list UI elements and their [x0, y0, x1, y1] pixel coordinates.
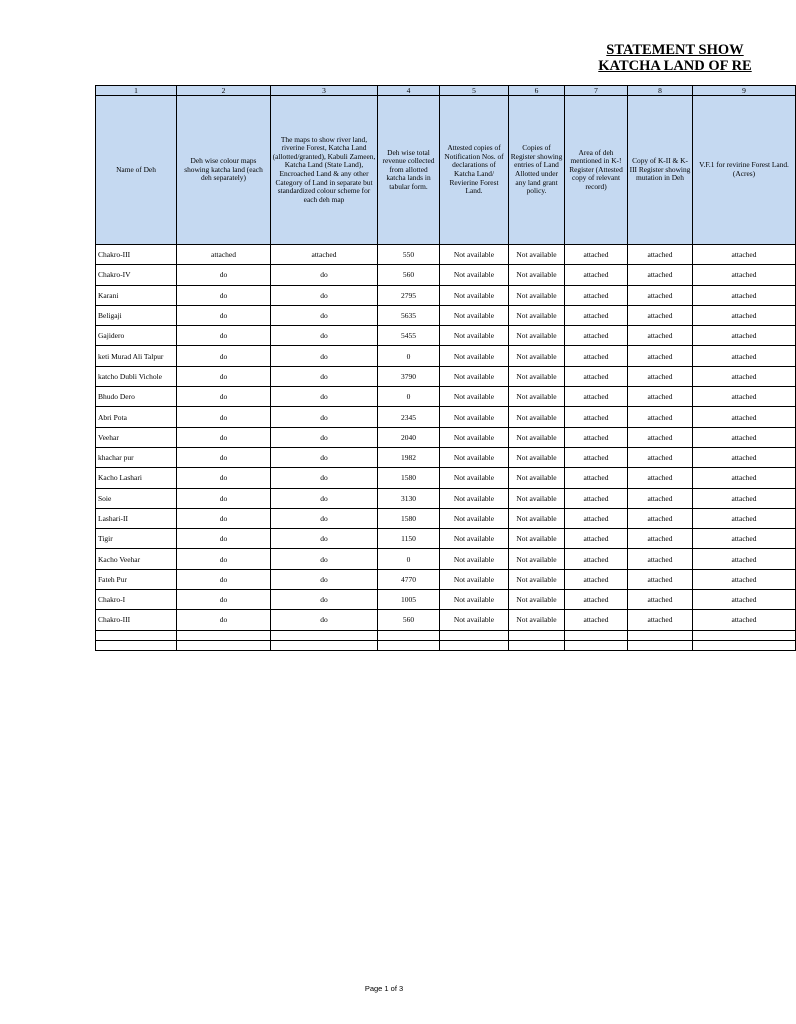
table-row [96, 387, 796, 407]
table-cell: attached [565, 427, 628, 447]
table-cell: do [177, 305, 271, 325]
deh-name-cell: Fateh Pur [96, 569, 177, 589]
blank-row [96, 630, 796, 640]
table-cell: 550 [378, 245, 440, 265]
table-cell: Not available [440, 265, 509, 285]
table-cell: attached [565, 265, 628, 285]
table-cell: do [177, 529, 271, 549]
table-cell: attached [628, 508, 693, 528]
table-cell: do [271, 387, 378, 407]
table-row [96, 529, 796, 549]
table-row [96, 305, 796, 325]
blank-cell [565, 630, 628, 640]
table-cell: do [177, 326, 271, 346]
column-header: Copy of K-II & K-III Register showing mutation in Deh [628, 96, 693, 245]
table-cell: do [271, 549, 378, 569]
table-row [96, 245, 796, 265]
table-cell: Not available [440, 427, 509, 447]
blank-cell [509, 630, 565, 640]
table-cell: do [177, 508, 271, 528]
table-cell: do [177, 366, 271, 386]
blank-cell [440, 630, 509, 640]
table-cell: attached [565, 346, 628, 366]
blank-cell [565, 640, 628, 650]
table-cell: attached [693, 468, 796, 488]
table-cell: do [177, 285, 271, 305]
table-cell: Not available [509, 326, 565, 346]
table-cell: Not available [440, 387, 509, 407]
table-cell: do [271, 569, 378, 589]
table-row [96, 569, 796, 589]
table-cell: Not available [509, 590, 565, 610]
table-cell: Not available [440, 326, 509, 346]
table-cell: do [271, 488, 378, 508]
table-cell: Not available [509, 265, 565, 285]
table-cell: do [271, 468, 378, 488]
table-cell: attached [693, 508, 796, 528]
table-cell: attached [628, 488, 693, 508]
deh-name-cell: Chakro-I [96, 590, 177, 610]
table-cell: attached [628, 285, 693, 305]
table-cell: Not available [509, 366, 565, 386]
table-cell: do [271, 285, 378, 305]
table-cell: attached [565, 366, 628, 386]
table-cell: Not available [440, 569, 509, 589]
column-number: 1 [96, 86, 177, 96]
title-line-2: KATCHA LAND OF RE [598, 58, 752, 74]
table-cell: 1150 [378, 529, 440, 549]
table-cell: attached [565, 387, 628, 407]
deh-name-cell: Chakro-III [96, 610, 177, 630]
table-cell: Not available [440, 590, 509, 610]
table-cell: attached [177, 245, 271, 265]
table-cell: attached [565, 326, 628, 346]
blank-cell [177, 630, 271, 640]
table-cell: attached [628, 447, 693, 467]
table-cell: attached [628, 569, 693, 589]
table-cell: do [177, 427, 271, 447]
table-cell: do [177, 407, 271, 427]
column-number: 5 [440, 86, 509, 96]
blank-cell [378, 630, 440, 640]
table-cell: do [271, 346, 378, 366]
table-row [96, 590, 796, 610]
blank-cell [96, 640, 177, 650]
table-cell: attached [693, 387, 796, 407]
table-cell: Not available [509, 569, 565, 589]
table-cell: attached [565, 407, 628, 427]
column-header: The maps to show river land, riverine Forest, Katcha Land (allotted/granted), Kabuli Zameen, Katcha Land (State Land), Encroached Land & any other Category of Land in separate but standardized colour scheme for each deh map [271, 96, 378, 245]
table-cell: attached [693, 326, 796, 346]
table-cell: attached [628, 468, 693, 488]
table-cell: Not available [509, 245, 565, 265]
blank-cell [509, 640, 565, 650]
table-body [96, 245, 796, 651]
table-cell: do [177, 447, 271, 467]
table-cell: attached [628, 346, 693, 366]
table-row [96, 326, 796, 346]
table-row [96, 508, 796, 528]
table-cell: do [177, 488, 271, 508]
blank-cell [693, 630, 796, 640]
table-cell: attached [628, 610, 693, 630]
table-cell: Not available [509, 387, 565, 407]
table-cell: attached [628, 590, 693, 610]
table-cell: Not available [509, 508, 565, 528]
table-row [96, 427, 796, 447]
deh-name-cell: Karani [96, 285, 177, 305]
table-cell: attached [565, 549, 628, 569]
table-cell: 2040 [378, 427, 440, 447]
blank-cell [177, 640, 271, 650]
table-cell: Not available [440, 468, 509, 488]
deh-name-cell: Tigir [96, 529, 177, 549]
table-cell: 3790 [378, 366, 440, 386]
table-cell: Not available [440, 610, 509, 630]
table-cell: attached [693, 549, 796, 569]
table-cell: Not available [440, 508, 509, 528]
table-cell: attached [565, 508, 628, 528]
deh-name-cell: Beligaji [96, 305, 177, 325]
table-cell: Not available [440, 447, 509, 467]
table-cell: attached [693, 407, 796, 427]
deh-name-cell: Gajidero [96, 326, 177, 346]
blank-cell [693, 640, 796, 650]
deh-name-cell: Veehar [96, 427, 177, 447]
column-header: Copies of Register showing entries of Land Allotted under any land grant policy. [509, 96, 565, 245]
table-cell: attached [565, 447, 628, 467]
table-cell: do [271, 326, 378, 346]
table-cell: attached [628, 265, 693, 285]
table-cell: 0 [378, 346, 440, 366]
table-cell: do [177, 265, 271, 285]
table-cell: attached [628, 427, 693, 447]
blank-cell [440, 640, 509, 650]
table-cell: do [271, 610, 378, 630]
blank-cell [628, 630, 693, 640]
table-cell: attached [628, 326, 693, 346]
table-row [96, 346, 796, 366]
table-cell: attached [693, 610, 796, 630]
column-number-row [96, 86, 796, 96]
table-cell: attached [693, 265, 796, 285]
table-cell: do [271, 427, 378, 447]
table-cell: 1580 [378, 508, 440, 528]
column-number: 9 [693, 86, 796, 96]
table-cell: attached [565, 569, 628, 589]
table-row [96, 468, 796, 488]
table-cell: attached [628, 549, 693, 569]
table-cell: Not available [440, 407, 509, 427]
table-cell: Not available [509, 407, 565, 427]
table-cell: 0 [378, 387, 440, 407]
table-cell: Not available [509, 447, 565, 467]
table-cell: 2345 [378, 407, 440, 427]
table-cell: Not available [440, 549, 509, 569]
table-cell: do [177, 468, 271, 488]
table-cell: Not available [440, 285, 509, 305]
table-cell: do [271, 447, 378, 467]
table-cell: attached [565, 590, 628, 610]
table-cell: attached [693, 447, 796, 467]
table-cell: attached [693, 590, 796, 610]
table-cell: attached [271, 245, 378, 265]
table-row [96, 610, 796, 630]
deh-name-cell: khachar pur [96, 447, 177, 467]
table-cell: do [177, 569, 271, 589]
deh-name-cell: Abri Pota [96, 407, 177, 427]
table-cell: attached [693, 366, 796, 386]
table-cell: do [271, 529, 378, 549]
column-header: Area of deh mentioned in K-! Register (Attested copy of relevant record) [565, 96, 628, 245]
table-cell: attached [628, 529, 693, 549]
column-header: Attested copies of Notification Nos. of declarations of Katcha Land/ Revierine Forest Land. [440, 96, 509, 245]
table-cell: 5635 [378, 305, 440, 325]
blank-cell [628, 640, 693, 650]
title-line-1: STATEMENT SHOW [606, 42, 744, 58]
deh-name-cell: Chakro-III [96, 245, 177, 265]
table-cell: Not available [509, 549, 565, 569]
deh-name-cell: Kacho Veehar [96, 549, 177, 569]
table-cell: attached [565, 488, 628, 508]
column-number: 8 [628, 86, 693, 96]
table-cell: attached [565, 285, 628, 305]
table-cell: attached [693, 529, 796, 549]
table-cell: attached [565, 610, 628, 630]
table-cell: do [177, 590, 271, 610]
table-cell: attached [693, 346, 796, 366]
table-row [96, 407, 796, 427]
table-cell: attached [565, 305, 628, 325]
table-cell: 5455 [378, 326, 440, 346]
column-number: 3 [271, 86, 378, 96]
column-header: Name of Deh [96, 96, 177, 245]
blank-cell [271, 640, 378, 650]
column-number: 2 [177, 86, 271, 96]
table-cell: attached [628, 387, 693, 407]
table-cell: attached [565, 468, 628, 488]
deh-name-cell: Chakro-IV [96, 265, 177, 285]
table-cell: 1982 [378, 447, 440, 467]
table-cell: do [177, 387, 271, 407]
table-cell: do [271, 590, 378, 610]
table-cell: attached [628, 366, 693, 386]
table-cell: do [271, 508, 378, 528]
table-row [96, 488, 796, 508]
table-cell: Not available [509, 529, 565, 549]
statement-table [95, 85, 796, 651]
table-cell: 4770 [378, 569, 440, 589]
page-footer: Page 1 of 3 [364, 984, 404, 993]
column-number: 7 [565, 86, 628, 96]
deh-name-cell: keti Murad Ali Talpur [96, 346, 177, 366]
deh-name-cell: Kacho Lashari [96, 468, 177, 488]
blank-row [96, 640, 796, 650]
table-cell: Not available [440, 529, 509, 549]
table-cell: 560 [378, 610, 440, 630]
table-cell: attached [693, 305, 796, 325]
table-cell: do [271, 265, 378, 285]
table-cell: 3130 [378, 488, 440, 508]
column-header: Deh wise colour maps showing katcha land (each deh separately) [177, 96, 271, 245]
table-cell: Not available [440, 488, 509, 508]
table-cell: 1005 [378, 590, 440, 610]
table-cell: Not available [440, 245, 509, 265]
table-cell: Not available [509, 305, 565, 325]
table-cell: Not available [440, 305, 509, 325]
page-title [560, 42, 790, 74]
table-cell: do [177, 549, 271, 569]
table-cell: do [271, 366, 378, 386]
deh-name-cell: Bhudo Dero [96, 387, 177, 407]
table-cell: Not available [440, 346, 509, 366]
table-cell: do [177, 346, 271, 366]
table-cell: attached [693, 285, 796, 305]
table-row [96, 549, 796, 569]
table-cell: 560 [378, 265, 440, 285]
table-cell: attached [628, 305, 693, 325]
deh-name-cell: katcho Dubli Vichole [96, 366, 177, 386]
table-cell: attached [693, 245, 796, 265]
table-cell: attached [628, 407, 693, 427]
table-cell: attached [693, 488, 796, 508]
column-number: 6 [509, 86, 565, 96]
table-row [96, 447, 796, 467]
deh-name-cell: Lashari-II [96, 508, 177, 528]
column-header: Deh wise total revenue collected from allotted katcha lands in tabular form. [378, 96, 440, 245]
table-cell: attached [628, 245, 693, 265]
column-header: V.F.1 for revirine Forest Land. (Acres) [693, 96, 796, 245]
table-cell: attached [693, 427, 796, 447]
table-cell: do [177, 610, 271, 630]
table-cell: do [271, 305, 378, 325]
table-cell: Not available [509, 285, 565, 305]
table-cell: attached [565, 245, 628, 265]
table-cell: do [271, 407, 378, 427]
table-cell: attached [693, 569, 796, 589]
table-cell: Not available [509, 488, 565, 508]
table-cell: Not available [509, 427, 565, 447]
table-cell: Not available [509, 468, 565, 488]
table-cell: Not available [509, 346, 565, 366]
table-cell: 2795 [378, 285, 440, 305]
blank-cell [96, 630, 177, 640]
blank-cell [378, 640, 440, 650]
table-row [96, 366, 796, 386]
column-header-row [96, 96, 796, 245]
deh-name-cell: Soie [96, 488, 177, 508]
table-row [96, 265, 796, 285]
table-cell: 1580 [378, 468, 440, 488]
table-cell: Not available [509, 610, 565, 630]
column-number: 4 [378, 86, 440, 96]
table-cell: 0 [378, 549, 440, 569]
blank-cell [271, 630, 378, 640]
table-cell: attached [565, 529, 628, 549]
table-row [96, 285, 796, 305]
table-cell: Not available [440, 366, 509, 386]
